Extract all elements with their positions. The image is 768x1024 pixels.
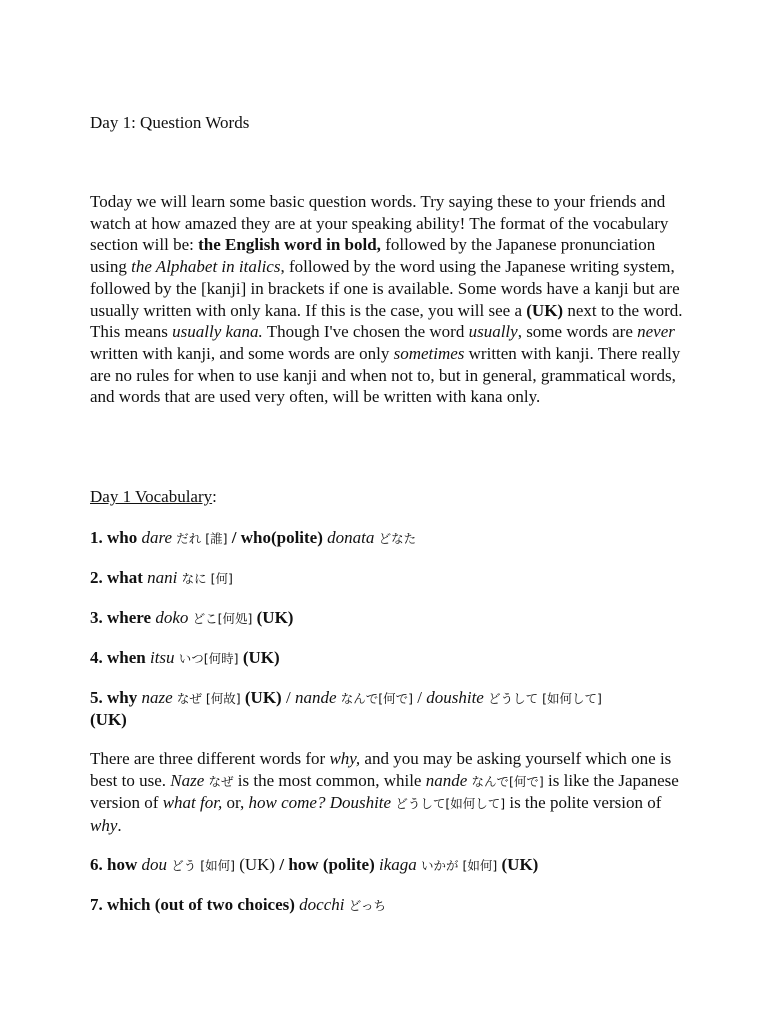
vocab-item-where bbox=[90, 607, 690, 629]
vocab-item-polite-term: / who(polite) bbox=[227, 528, 328, 547]
intro-text: written with kanji. There really are no rules for when to use kanji and when not to, but in general, grammatical words, and words that are used very often, will be written with kana only. bbox=[90, 343, 681, 407]
para-italic-text: why bbox=[90, 816, 118, 836]
para-text: and you may be asking yourself which one is best to use. bbox=[90, 749, 672, 790]
intro-paragraph bbox=[90, 191, 690, 408]
vocab-item-kana: なぜ [何故] bbox=[176, 691, 241, 706]
vocab-item-kana: だれ [誰] bbox=[176, 531, 228, 546]
vocab-item-separator: / bbox=[281, 688, 295, 707]
intro-text: written with kanji, and some words are only bbox=[90, 343, 394, 363]
vocab-item-uk-tag: (UK) bbox=[244, 688, 282, 707]
para-italic-text: why, bbox=[329, 749, 361, 768]
para-kana: どうして[如何して] bbox=[395, 796, 506, 812]
para-text: . bbox=[117, 816, 122, 836]
vocab-item-term: 1. who bbox=[90, 528, 138, 547]
vocab-item-kana: どっち bbox=[348, 898, 387, 913]
para-italic-text: Naze bbox=[170, 770, 205, 790]
vocab-item-uk-tag: (UK) bbox=[239, 855, 276, 874]
vocab-item-why bbox=[90, 687, 690, 730]
intro-italic-text: usually bbox=[468, 322, 518, 342]
intro-text: Today we will learn some basic question words. Try saying these to your friends and watch at how amazed they are at your speaking ability! The format of the vocabulary section will be: bbox=[90, 192, 669, 255]
vocab-item-kana: いつ[何時] bbox=[178, 651, 239, 666]
vocab-item-uk-tag: (UK) bbox=[256, 608, 294, 627]
vocab-item-kana: なんで[何で] bbox=[340, 691, 414, 706]
vocab-item-romaji: doushite bbox=[426, 688, 484, 707]
vocabulary-heading-colon: : bbox=[212, 487, 217, 506]
intro-italic-text: never bbox=[637, 322, 675, 342]
vocab-item-romaji: docchi bbox=[299, 895, 345, 914]
why-explanation-paragraph bbox=[90, 748, 690, 837]
para-text: There are three different words for bbox=[90, 749, 330, 768]
vocab-item-romaji: nande bbox=[294, 688, 337, 707]
vocab-item-who bbox=[90, 527, 690, 549]
vocab-item-which bbox=[90, 894, 690, 916]
para-italic-text: how come? Doushite bbox=[248, 793, 392, 813]
vocab-item-romaji: ikaga bbox=[379, 855, 417, 874]
vocab-item-term: 5. why bbox=[90, 688, 138, 707]
para-italic-text: nande bbox=[425, 770, 468, 790]
para-text: or, bbox=[222, 793, 249, 813]
vocab-item-what bbox=[90, 567, 690, 589]
vocab-item-romaji: itsu bbox=[149, 648, 175, 667]
vocab-item-term: 4. when bbox=[90, 648, 146, 667]
vocabulary-heading bbox=[90, 486, 217, 508]
vocab-item-kana: いかが [如何] bbox=[421, 858, 498, 873]
vocab-item-how bbox=[90, 854, 690, 876]
para-kana: なんで[何で] bbox=[471, 773, 544, 789]
vocab-item-romaji: dou bbox=[141, 855, 167, 874]
intro-bold-text: the English word in bold, bbox=[198, 235, 381, 255]
para-italic-text: what for, bbox=[162, 793, 223, 813]
vocab-item-romaji: naze bbox=[141, 688, 173, 707]
intro-text: next to the word. This means bbox=[90, 300, 683, 342]
intro-text: followed by the Japanese pronunciation using bbox=[90, 235, 656, 277]
vocab-item-uk-tag: (UK) bbox=[242, 648, 280, 667]
para-text: is the most common, while bbox=[233, 770, 426, 790]
vocab-item-kana: なに [何] bbox=[181, 571, 233, 586]
para-kana: なぜ bbox=[208, 773, 234, 789]
intro-text: Though I've chosen the word bbox=[262, 322, 469, 342]
vocab-item-uk-tag: (UK) bbox=[90, 710, 127, 729]
vocab-item-term: 3. where bbox=[90, 608, 152, 627]
vocab-item-romaji: donata bbox=[327, 528, 375, 547]
vocabulary-heading-label: Day 1 Vocabulary bbox=[90, 487, 213, 506]
vocab-item-romaji: nani bbox=[147, 568, 178, 587]
page-title: Day 1: Question Words bbox=[90, 113, 250, 132]
para-text: is like the Japanese version of bbox=[90, 770, 679, 813]
vocab-item-when bbox=[90, 647, 690, 669]
vocab-item-separator: / bbox=[413, 688, 427, 707]
intro-italic-text: sometimes bbox=[393, 343, 465, 363]
vocab-item-kana: どなた bbox=[378, 531, 417, 546]
vocab-item-uk-tag: (UK) bbox=[501, 855, 539, 874]
vocab-item-polite-term: / how (polite) bbox=[275, 855, 379, 874]
vocab-item-kana: どう [如何] bbox=[171, 858, 235, 873]
intro-italic-text: the Alphabet in italics bbox=[131, 257, 281, 277]
para-text: is the polite version of bbox=[505, 793, 662, 813]
intro-italic-text: usually kana. bbox=[172, 322, 263, 342]
vocab-item-term: 2. what bbox=[90, 568, 143, 587]
vocab-item-romaji: dare bbox=[141, 528, 173, 547]
vocab-item-term: 6. how bbox=[90, 855, 138, 874]
intro-text: , followed by the word using the Japanese writing system, followed by the [kanji] in brackets if one is available. Some words have a kanji but are usually written with only kana. If this is the case, you will see a bbox=[90, 257, 680, 320]
vocab-item-kana: どこ[何処] bbox=[192, 611, 253, 626]
vocab-item-term: 7. which (out of two choices) bbox=[90, 895, 295, 914]
vocab-item-kana: どうして [如何して] bbox=[488, 691, 602, 706]
intro-bold-text: (UK) bbox=[526, 300, 564, 320]
vocab-item-romaji: doko bbox=[155, 608, 189, 627]
intro-text: , some words are bbox=[517, 322, 638, 342]
